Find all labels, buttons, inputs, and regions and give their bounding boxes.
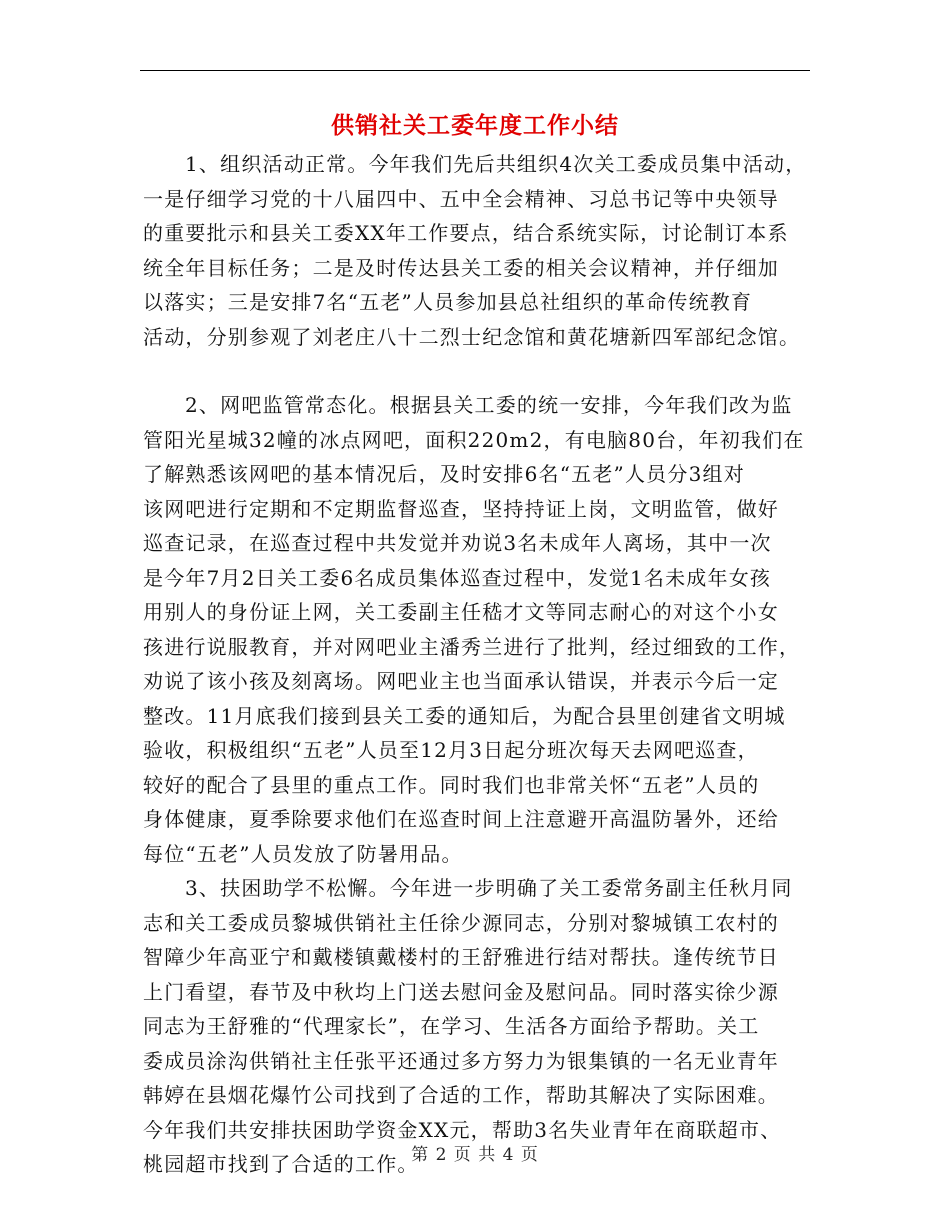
- paragraph-1-line: 统全年目标任务；二是及时传达县关工委的相关会议精神，并仔细加: [143, 255, 779, 280]
- paragraph-3-line: 委成员涂沟供销社主任张平还通过多方努力为银集镇的一名无业青年: [143, 1048, 779, 1073]
- paragraph-2-line: 较好的配合了县里的重点工作。同时我们也非常关怀“五老”人员的: [143, 772, 760, 797]
- paragraph-2-line: 是今年7月2日关工委6名成员集体巡查过程中，发觉1名未成年女孩: [143, 565, 772, 590]
- paragraph-2-line: 验收，积极组织“五老”人员至12月3日起分班次每天去网吧巡查，: [143, 738, 759, 762]
- paragraph-2-line: 巡查记录，在巡查过程中共发觉并劝说3名未成年人离场，其中一次: [143, 531, 772, 555]
- paragraph-1-line: 的重要批示和县关工委XX年工作要点，结合系统实际，讨论制订本系: [143, 221, 789, 245]
- paragraph-2-line: 整改。11月底我们接到县关工委的通知后，为配合县里创建省文明城: [143, 703, 786, 728]
- paragraph-3-line: 同志为王舒雅的“代理家长”，在学习、生活各方面给予帮助。关工: [143, 1014, 760, 1038]
- paragraph-2-line: 了解熟悉该网吧的基本情况后，及时安排6名“五老”人员分3组对: [143, 462, 745, 486]
- paragraph-3-line: 今年我们共安排扶困助学资金XX元，帮助3名失业青年在商联超市、: [143, 1117, 782, 1142]
- paragraph-2-line: 该网吧进行定期和不定期监督巡查，坚持持证上岗，文明监管，做好: [143, 496, 779, 521]
- paragraph-3-line: 韩婷在县烟花爆竹公司找到了合适的工作，帮助其解决了实际困难。: [143, 1083, 779, 1107]
- paragraph-1-line: 一是仔细学习党的十八届四中、五中全会精神、习总书记等中央领导: [143, 186, 779, 211]
- paragraph-3-line: 智障少年高亚宁和戴楼镇戴楼村的王舒雅进行结对帮扶。逢传统节日: [143, 945, 779, 969]
- paragraph-1-line: 1、组织活动正常。今年我们先后共组织4次关工委成员集中活动，: [185, 152, 807, 176]
- paragraph-2-line: 劝说了该小孩及刻离场。网吧业主也当面承认错误，并表示今后一定: [143, 669, 779, 693]
- paragraph-2-line: 2、网吧监管常态化。根据县关工委的统一安排，今年我们改为监: [185, 393, 793, 417]
- paragraph-2-line: 管阳光星城32幢的冰点网吧，面积220m2，有电脑80台，年初我们在: [143, 427, 805, 452]
- paragraph-1-line: 活动，分别参观了刘老庄八十二烈士纪念馆和黄花塘新四军部纪念馆。: [143, 324, 801, 349]
- document-body: [143, 147, 813, 1182]
- paragraph-gap: [143, 354, 813, 388]
- paragraph-2-line: 身体健康，夏季除要求他们在巡查时间上注意避开高温防暑外，还给: [143, 807, 779, 831]
- paragraph-3-line: 桃园超市找到了合适的工作。: [143, 1152, 419, 1176]
- paragraph-2-line: 用别人的身份证上网，关工委副主任嵇才文等同志耐心的对这个小女: [143, 600, 779, 624]
- page-number: 第 2 页 共 4 页: [411, 1145, 539, 1165]
- paragraph-2-line: 孩进行说服教育，并对网吧业主潘秀兰进行了批判，经过细致的工作，: [143, 634, 801, 659]
- document-title: 供销社关工委年度工作小结: [331, 112, 619, 139]
- paragraph-3-line: 志和关工委成员黎城供销社主任徐少源同志，分别对黎城镇工农村的: [143, 910, 779, 935]
- paragraph-2-line: 每位“五老”人员发放了防暑用品。: [143, 841, 463, 866]
- paragraph-1-line: 以落实；三是安排7名“五老”人员参加县总社组织的革命传统教育: [143, 290, 753, 314]
- paragraph-3-line: 上门看望，春节及中秋均上门送去慰问金及慰问品。同时落实徐少源: [143, 979, 779, 1004]
- paragraph-3-line: 3、扶困助学不松懈。今年进一步明确了关工委常务副主任秋月同: [185, 876, 793, 900]
- header-rule: [140, 70, 810, 71]
